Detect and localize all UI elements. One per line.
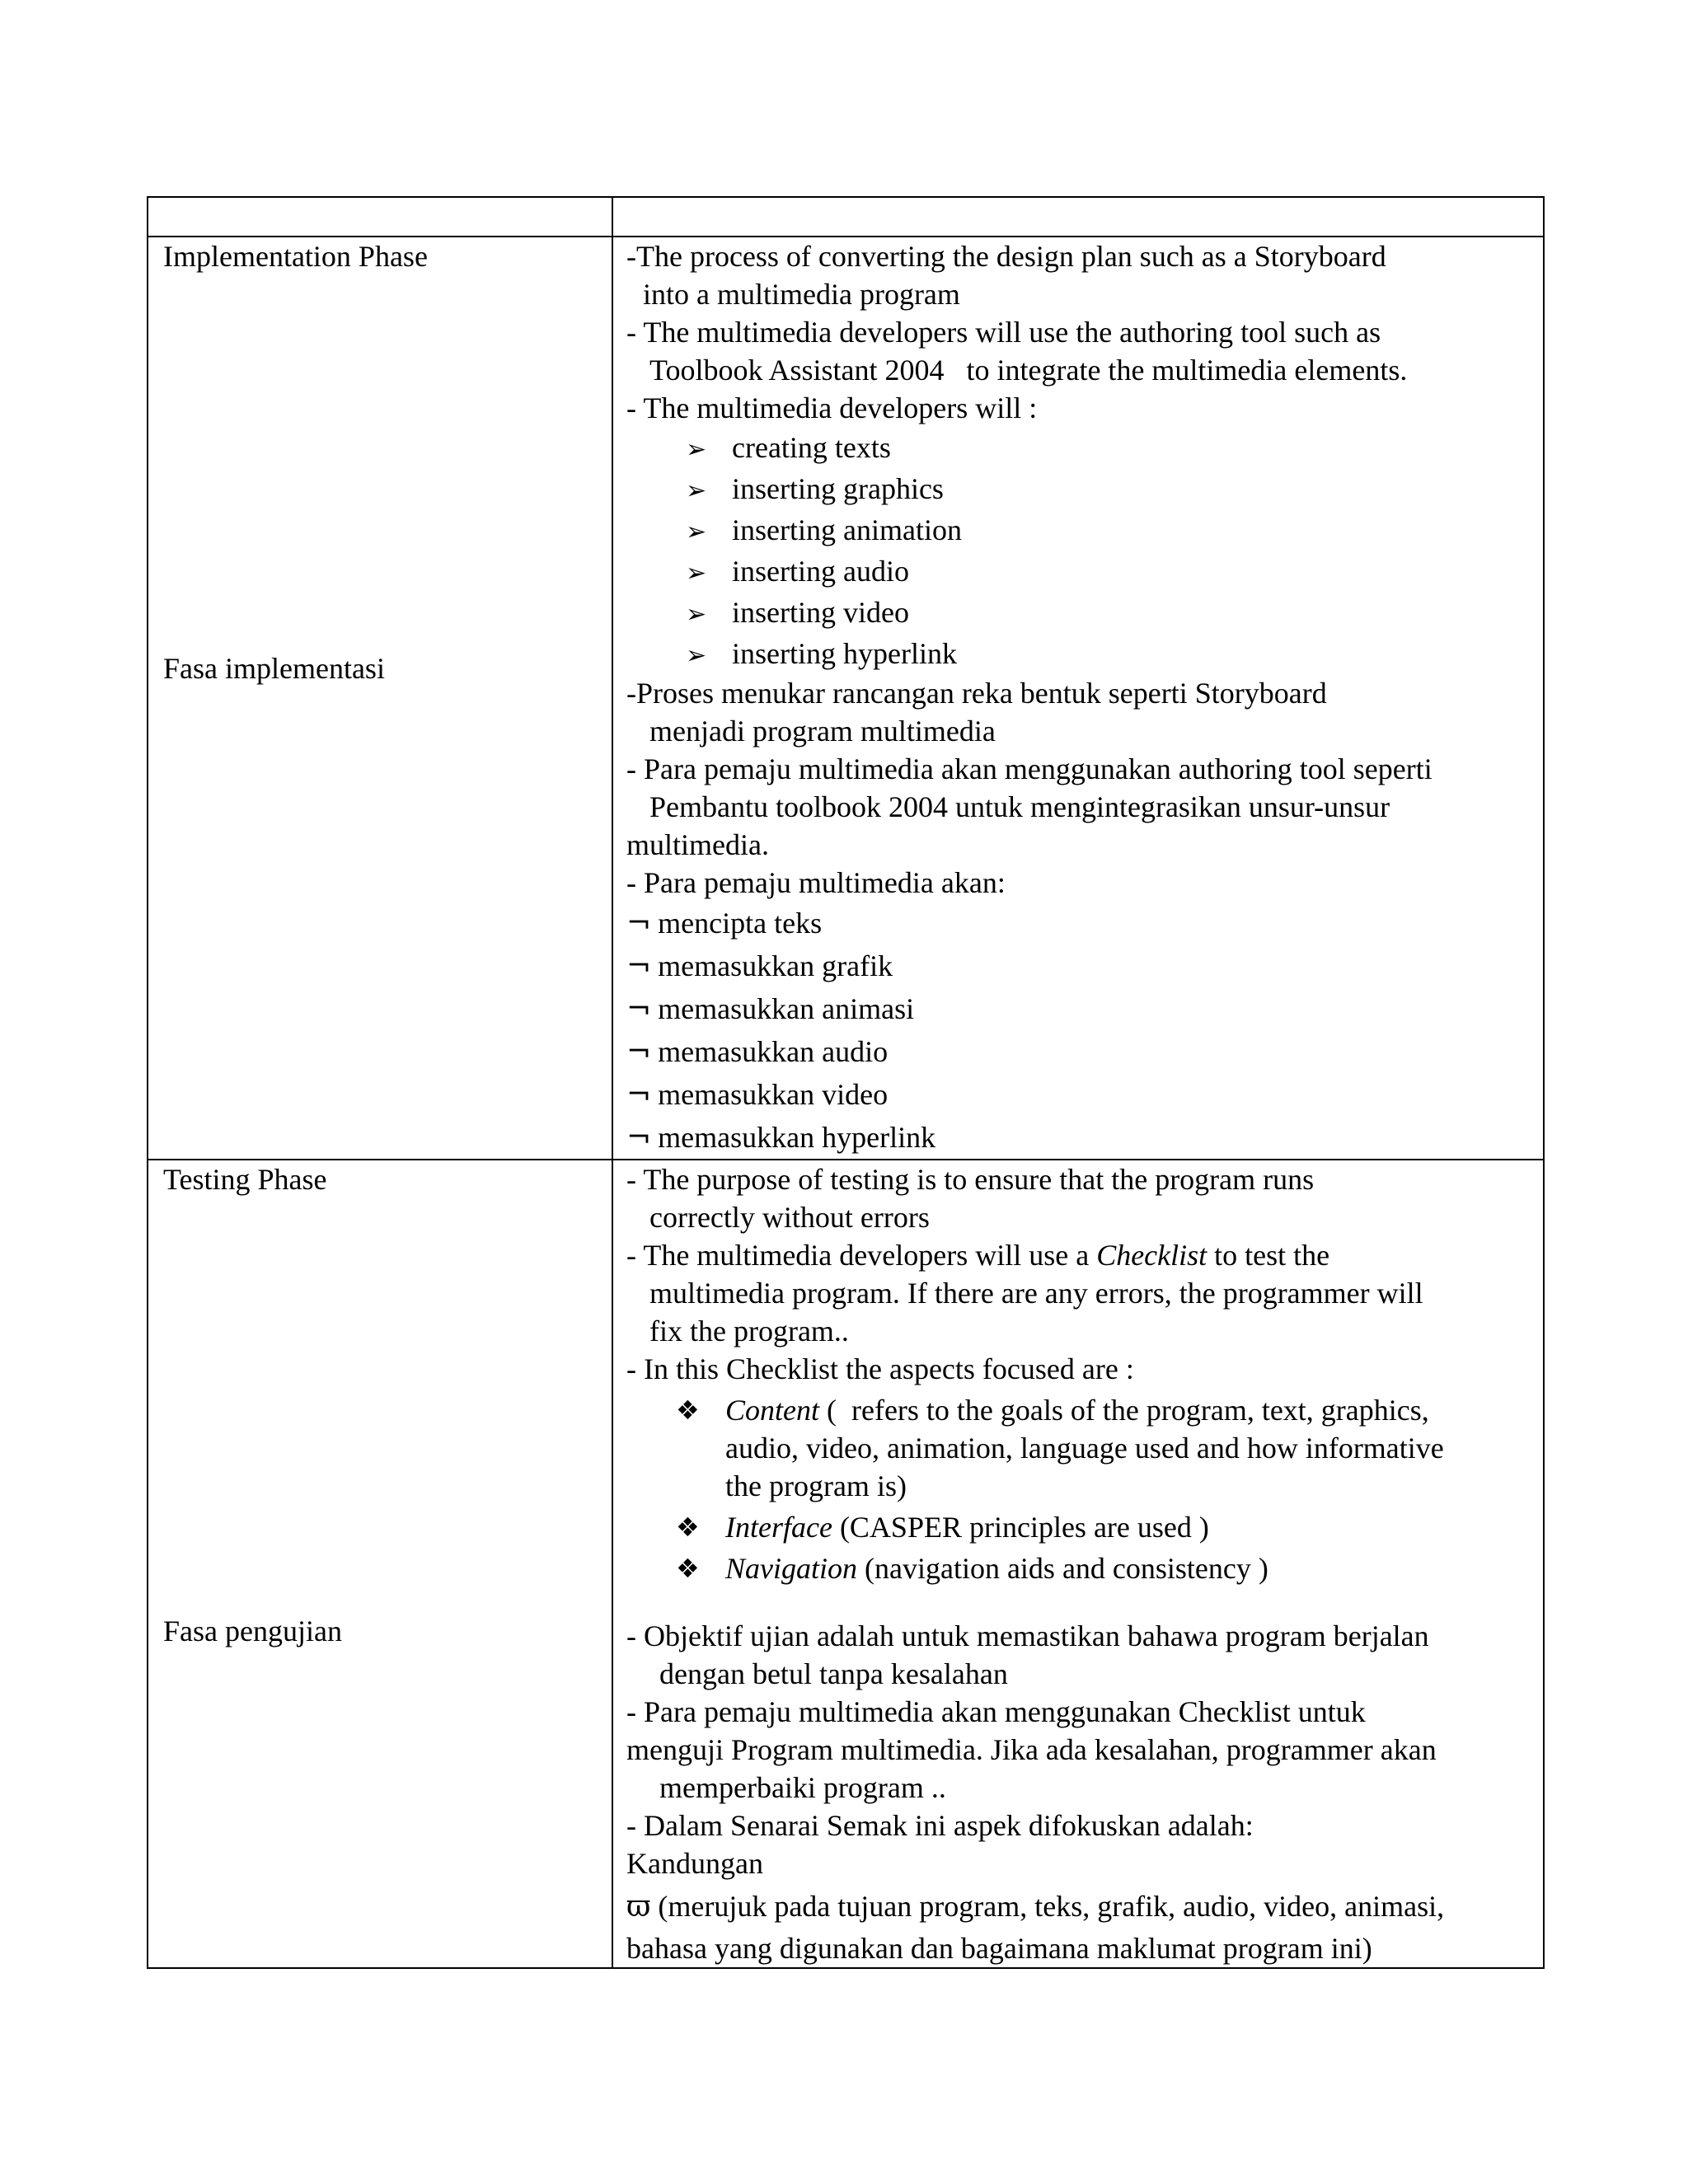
test-ms-line1: - Objektif ujian adalah untuk memastikan bahawa program berjalan bbox=[626, 1619, 1429, 1652]
test-en-line3: - In this Checklist the aspects focused are : bbox=[626, 1352, 1134, 1385]
negation-bullet-icon: ¬ bbox=[626, 1121, 652, 1155]
implementation-phase-title: Implementation Phase bbox=[163, 240, 428, 273]
test-en-line2-post: to test the bbox=[1207, 1239, 1330, 1272]
impl-ms-line3: - Para pemaju multimedia akan: bbox=[626, 866, 1006, 899]
impl-ms-line1: -Proses menukar rancangan reka bentuk seperti Storyboard bbox=[626, 677, 1327, 710]
testing-phase-title-ms: Fasa pengujian bbox=[163, 1615, 342, 1647]
aspect-desc: (navigation aids and consistency ) bbox=[857, 1552, 1268, 1585]
test-ms-line5-text: (merujuk pada tujuan program, teks, grafik, audio, video, animasi, bbox=[650, 1890, 1445, 1923]
aspect-content-line2: audio, video, animation, language used and how informative bbox=[725, 1432, 1444, 1465]
table-row-implementation bbox=[148, 237, 1544, 1160]
list-item bbox=[626, 468, 1531, 509]
impl-en-line2b: Toolbook Assistant 2004 to integrate the multimedia elements. bbox=[649, 354, 1408, 387]
phases-table bbox=[147, 196, 1545, 1969]
test-ms-line2b: menguji Program multimedia. Jika ada kesalahan, programmer akan bbox=[626, 1733, 1437, 1766]
list-item bbox=[626, 551, 1531, 592]
negation-bullet-icon: ¬ bbox=[626, 949, 652, 983]
arrow-bullet-icon: ➢ bbox=[686, 600, 707, 629]
header-cell-left bbox=[148, 197, 612, 237]
list-item-label: memasukkan video bbox=[658, 1078, 889, 1111]
impl-ms-line2: - Para pemaju multimedia akan menggunakan authoring tool seperti bbox=[626, 752, 1432, 785]
list-item bbox=[626, 1073, 1531, 1116]
negation-bullet-icon: ¬ bbox=[626, 1078, 652, 1112]
diamond-bullet-icon: ❖ bbox=[676, 1394, 700, 1426]
list-item bbox=[626, 987, 1531, 1030]
impl-ms-line2b: Pembantu toolbook 2004 untuk mengintegrasikan unsur-unsur bbox=[649, 790, 1390, 823]
test-en-line2c: fix the program.. bbox=[649, 1315, 849, 1347]
aspect-name: Content bbox=[725, 1394, 819, 1427]
test-en-line1: - The purpose of testing is to ensure that the program runs bbox=[626, 1163, 1315, 1196]
testing-content-cell bbox=[612, 1160, 1544, 1968]
list-item-label: inserting graphics bbox=[732, 472, 944, 505]
aspect-content-line3: the program is) bbox=[725, 1469, 907, 1502]
arrow-bullet-icon: ➢ bbox=[686, 559, 707, 588]
header-cell-right bbox=[612, 197, 1544, 237]
implementation-label-cell bbox=[148, 237, 612, 1160]
test-en-line2-pre: - The multimedia developers will use a bbox=[626, 1239, 1097, 1272]
aspect-name: Navigation bbox=[725, 1552, 857, 1585]
list-item-label: memasukkan grafik bbox=[658, 949, 893, 982]
aspect-desc: (CASPER principles are used ) bbox=[832, 1511, 1209, 1544]
implementation-phase-title-ms: Fasa implementasi bbox=[163, 652, 385, 685]
test-ms-line3: - Dalam Senarai Semak ini aspek difokuskan adalah: bbox=[626, 1809, 1254, 1842]
list-item-label: inserting video bbox=[732, 596, 909, 629]
test-ms-line5 bbox=[626, 1887, 1531, 1926]
test-en-line1b: correctly without errors bbox=[649, 1201, 930, 1234]
negation-bullet-icon: ¬ bbox=[626, 907, 652, 940]
list-item-label: memasukkan hyperlink bbox=[658, 1121, 936, 1154]
spacer bbox=[626, 1587, 1531, 1617]
diamond-bullet-icon: ❖ bbox=[676, 1553, 700, 1584]
test-ms-line6: bahasa yang digunakan dan bagaimana maklumat program ini) bbox=[626, 1932, 1372, 1965]
impl-en-line3: - The multimedia developers will : bbox=[626, 391, 1038, 424]
aspect-desc: ( refers to the goals of the program, text, graphics, bbox=[819, 1394, 1429, 1427]
aspect-interface-line1 bbox=[725, 1508, 1531, 1546]
list-item bbox=[626, 944, 1531, 987]
list-item bbox=[626, 1030, 1531, 1073]
diamond-bullet-icon: ❖ bbox=[676, 1511, 700, 1543]
table-header-row bbox=[148, 197, 1544, 237]
list-item bbox=[626, 1391, 1531, 1505]
test-en-line2b: multimedia program. If there are any errors, the programmer will bbox=[649, 1277, 1423, 1310]
list-item bbox=[626, 1508, 1531, 1546]
arrow-bullet-icon: ➢ bbox=[686, 476, 707, 505]
negation-bullet-icon: ¬ bbox=[626, 992, 652, 1026]
test-ms-line1b: dengan betul tanpa kesalahan bbox=[659, 1657, 1008, 1690]
arrow-bullet-icon: ➢ bbox=[686, 518, 707, 546]
aspect-content-line1 bbox=[725, 1391, 1531, 1429]
arrow-bullet-icon: ➢ bbox=[686, 435, 707, 464]
impl-en-line1b: into a multimedia program bbox=[643, 278, 960, 311]
table-row-testing bbox=[148, 1160, 1544, 1968]
list-item bbox=[626, 902, 1531, 944]
list-item bbox=[626, 1116, 1531, 1159]
list-item bbox=[626, 592, 1531, 633]
impl-en-line1: -The process of converting the design plan such as a Storyboard bbox=[626, 240, 1386, 273]
test-ms-line2c: memperbaiki program .. bbox=[659, 1771, 946, 1804]
test-en-line2 bbox=[626, 1236, 1531, 1274]
pomega-bullet-icon: ϖ bbox=[626, 1890, 651, 1924]
list-item bbox=[626, 509, 1531, 551]
testing-phase-title: Testing Phase bbox=[163, 1163, 327, 1196]
list-item-label: memasukkan audio bbox=[658, 1035, 889, 1068]
checklist-term: Checklist bbox=[1096, 1239, 1207, 1272]
list-item-label: creating texts bbox=[732, 431, 891, 464]
list-item-label: mencipta teks bbox=[658, 907, 823, 940]
impl-en-line2: - The multimedia developers will use the authoring tool such as bbox=[626, 316, 1381, 349]
aspect-name: Interface bbox=[725, 1511, 832, 1544]
list-item bbox=[626, 427, 1531, 468]
list-item-label: memasukkan animasi bbox=[658, 992, 915, 1025]
list-item bbox=[626, 633, 1531, 674]
list-item-label: inserting animation bbox=[732, 513, 962, 546]
list-item-label: inserting hyperlink bbox=[732, 637, 957, 670]
implementation-content-cell bbox=[612, 237, 1544, 1160]
list-item bbox=[626, 1549, 1531, 1587]
arrow-bullet-icon: ➢ bbox=[686, 641, 707, 670]
testing-label-cell bbox=[148, 1160, 612, 1968]
test-ms-line2: - Para pemaju multimedia akan menggunakan Checklist untuk bbox=[626, 1695, 1366, 1728]
impl-ms-line2c: multimedia. bbox=[626, 828, 769, 861]
test-ms-line4: Kandungan bbox=[626, 1847, 763, 1880]
impl-ms-line1b: menjadi program multimedia bbox=[649, 715, 996, 748]
negation-bullet-icon: ¬ bbox=[626, 1035, 652, 1069]
list-item-label: inserting audio bbox=[732, 555, 909, 588]
aspect-navigation-line1 bbox=[725, 1549, 1531, 1587]
